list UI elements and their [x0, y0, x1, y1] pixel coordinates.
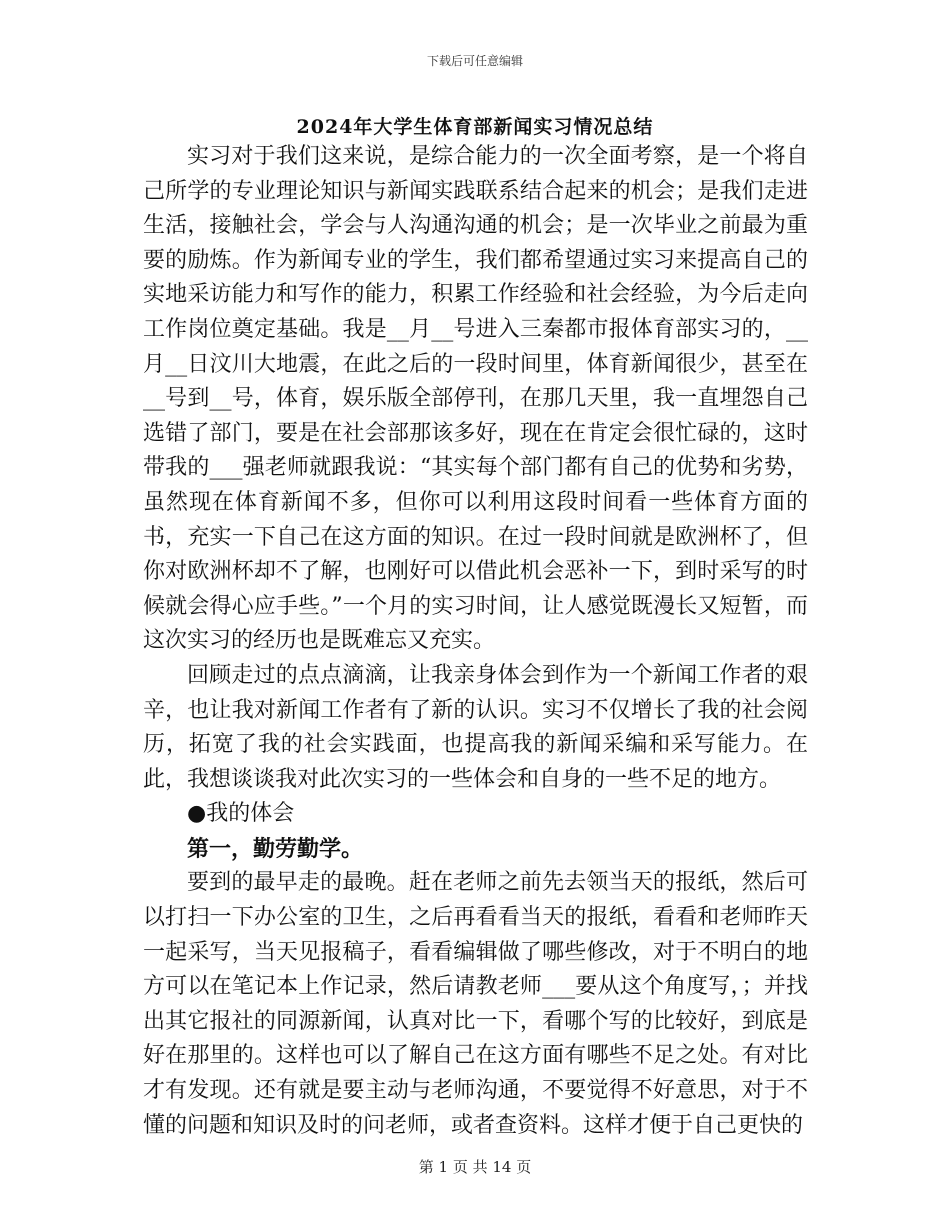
document-title: 2024年大学生体育部新闻实习情况总结	[296, 116, 654, 138]
page-footer: 第 1 页 共 14 页	[418, 1158, 532, 1176]
bullet-heading: ●我的体会	[187, 801, 295, 827]
paragraph-2: 回顾走过的点点滴滴，让我亲身体会到作为一个新闻工作者的艰辛，也让我对新闻工作者有了新的认识。实习不仅增长了我的社会阅历，拓宽了我的社会实践面，也提高我的新闻采编和采写能力。在此，我想谈谈我对此次实习的一些体会和自身的一些不足的地方。	[143, 662, 808, 792]
paragraph-1: 实习对于我们这来说，是综合能力的一次全面考察，是一个将自己所学的专业理论知识与新闻实践联系结合起来的机会；是我们走进生活，接触社会，学会与人沟通沟通的机会；是一次毕业之前最为重要的励炼。作为新闻专业的学生，我们都希望通过实习来提高自己的实地采访能力和写作的能力，积累工作经验和社会经验，为今后走向工作岗位奠定基础。我是__月__号进入三秦都市报体育部实习的，__月__日汶川大地震，在此之后的一段时间里，体育新闻很少，甚至在__号到__号，体育，娱乐版全部停刊，在那几天里，我一直埋怨自己选错了部门，要是在社会部那该多好，现在在肯定会很忙碌的，这时带我的___强老师就跟我说：“其实每个部门都有自己的优势和劣势，虽然现在体育新闻不多，但你可以利用这段时间看一些体育方面的书，充实一下自己在这方面的知识。在过一段时间就是欧洲杯了，但你对欧洲杯却不了解，也刚好可以借此机会恶补一下，到时采写的时候就会得心应手些。”一个月的实习时间，让人感觉既漫长又短暂，而这次实习的经历也是既难忘又充实。	[143, 144, 808, 654]
section-paragraph: 要到的最早走的最晚。赶在老师之前先去领当天的报纸，然后可以打扫一下办公室的卫生，之后再看看当天的报纸，看看和老师昨天一起采写，当天见报稿子，看看编辑做了哪些修改，对于不明白的地方可以在笔记本上作记录，然后请教老师___要从这个角度写，；并找出其它报社的同源新闻，认真对比一下，看哪个写的比较好，到底是好在那里的。这样也可以了解自己在这方面有哪些不足之处。有对比才有发现。还有就是要主动与老师沟通，不要觉得不好意思，对于不懂的问题和知识及时的问老师，或者查资料。这样才便于自己更快的	[143, 870, 808, 1138]
page-header: 下载后可任意编辑	[426, 54, 523, 68]
document-body	[143, 140, 808, 1143]
section-heading: 第一，勤劳勤学。	[187, 835, 364, 862]
